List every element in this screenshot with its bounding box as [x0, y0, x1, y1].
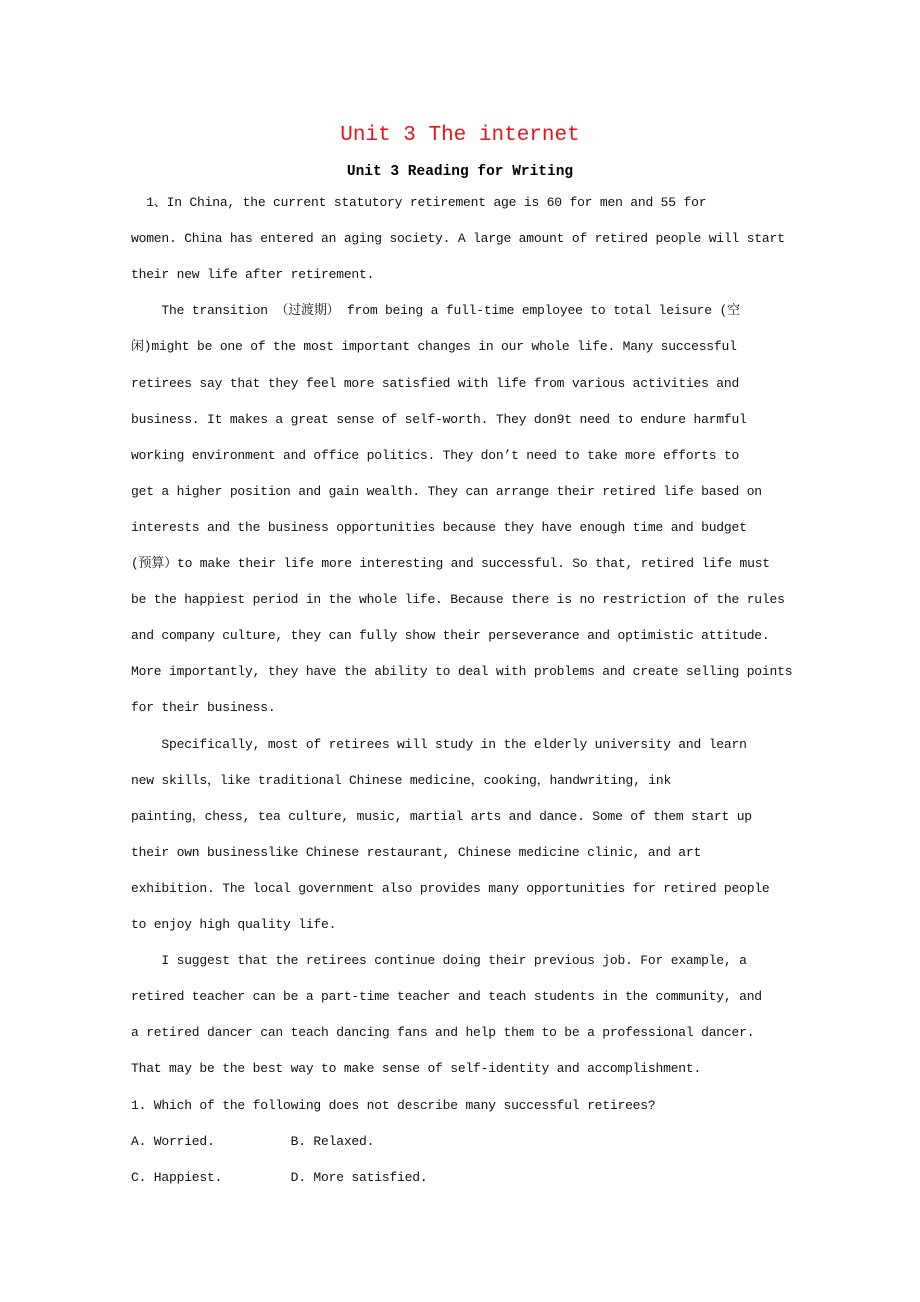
passage-line: their own businesslike Chinese restaurant, Chinese medicine clinic, and art [131, 844, 702, 860]
question-line: 1. Which of the following does not describe many successful retirees? [131, 1097, 656, 1113]
passage-line: The transition （过渡期） from being a full-time employee to total leisure (空 [131, 303, 740, 319]
passage-line: their new life after retirement. [131, 267, 375, 283]
passage-line: new skills，like traditional Chinese medicine，cooking，handwriting, ink [131, 772, 672, 788]
passage-line: be the happiest period in the whole life. Because there is no restriction of the rules [131, 592, 785, 608]
passage-line: retirees say that they feel more satisfied with life from various activities and [131, 375, 740, 391]
passage-line: exhibition. The local government also provides many opportunities for retired people [131, 880, 770, 896]
passage-line: I suggest that the retirees continue doing their previous job. For example, a [131, 953, 747, 969]
passage-line: More importantly, they have the ability to deal with problems and create selling points [131, 664, 793, 680]
passage-line: a retired dancer can teach dancing fans and help them to be a professional dancer. [131, 1025, 755, 1041]
passage-line: painting，chess, tea culture, music, martial arts and dance. Some of them start up [131, 808, 752, 824]
document-title: Unit 3 The internet [340, 124, 580, 147]
document-subtitle: Unit 3 Reading for Writing [346, 164, 574, 180]
passage-line: 闲)might be one of the most important changes in our whole life. Many successful [131, 339, 737, 355]
passage-line: for their business. [131, 700, 276, 716]
passage-line: working environment and office politics. They don’t need to take more efforts to [131, 447, 740, 463]
question-line: A. Worried. B. Relaxed. [131, 1133, 375, 1149]
passage-line: to enjoy high quality life. [131, 917, 337, 932]
passage-line: women. China has entered an aging society. A large amount of retired people will start [131, 231, 785, 247]
passage-line: (预算）to make their life more interesting and successful. So that, retired life must [131, 556, 770, 571]
passage-line: Specifically, most of retirees will study in the elderly university and learn [131, 736, 747, 752]
passage-line: interests and the business opportunities because they have enough time and budget [131, 519, 747, 535]
passage-line: and company culture, they can fully show their perseverance and optimistic attitude. [131, 628, 770, 644]
question-line: C. Happiest. D. More satisfied. [131, 1169, 428, 1185]
passage-line: get a higher position and gain wealth. They can arrange their retired life based on [131, 483, 762, 499]
passage-line: business. It makes a great sense of self-worth. They don9t need to endure harmful [131, 411, 747, 427]
passage-line: 1、In China, the current statutory retirement age is 60 for men and 55 for [131, 195, 707, 210]
passage-line: That may be the best way to make sense of self-identity and accomplishment. [131, 1061, 702, 1077]
passage-line: retired teacher can be a part-time teacher and teach students in the community, and [131, 989, 762, 1005]
